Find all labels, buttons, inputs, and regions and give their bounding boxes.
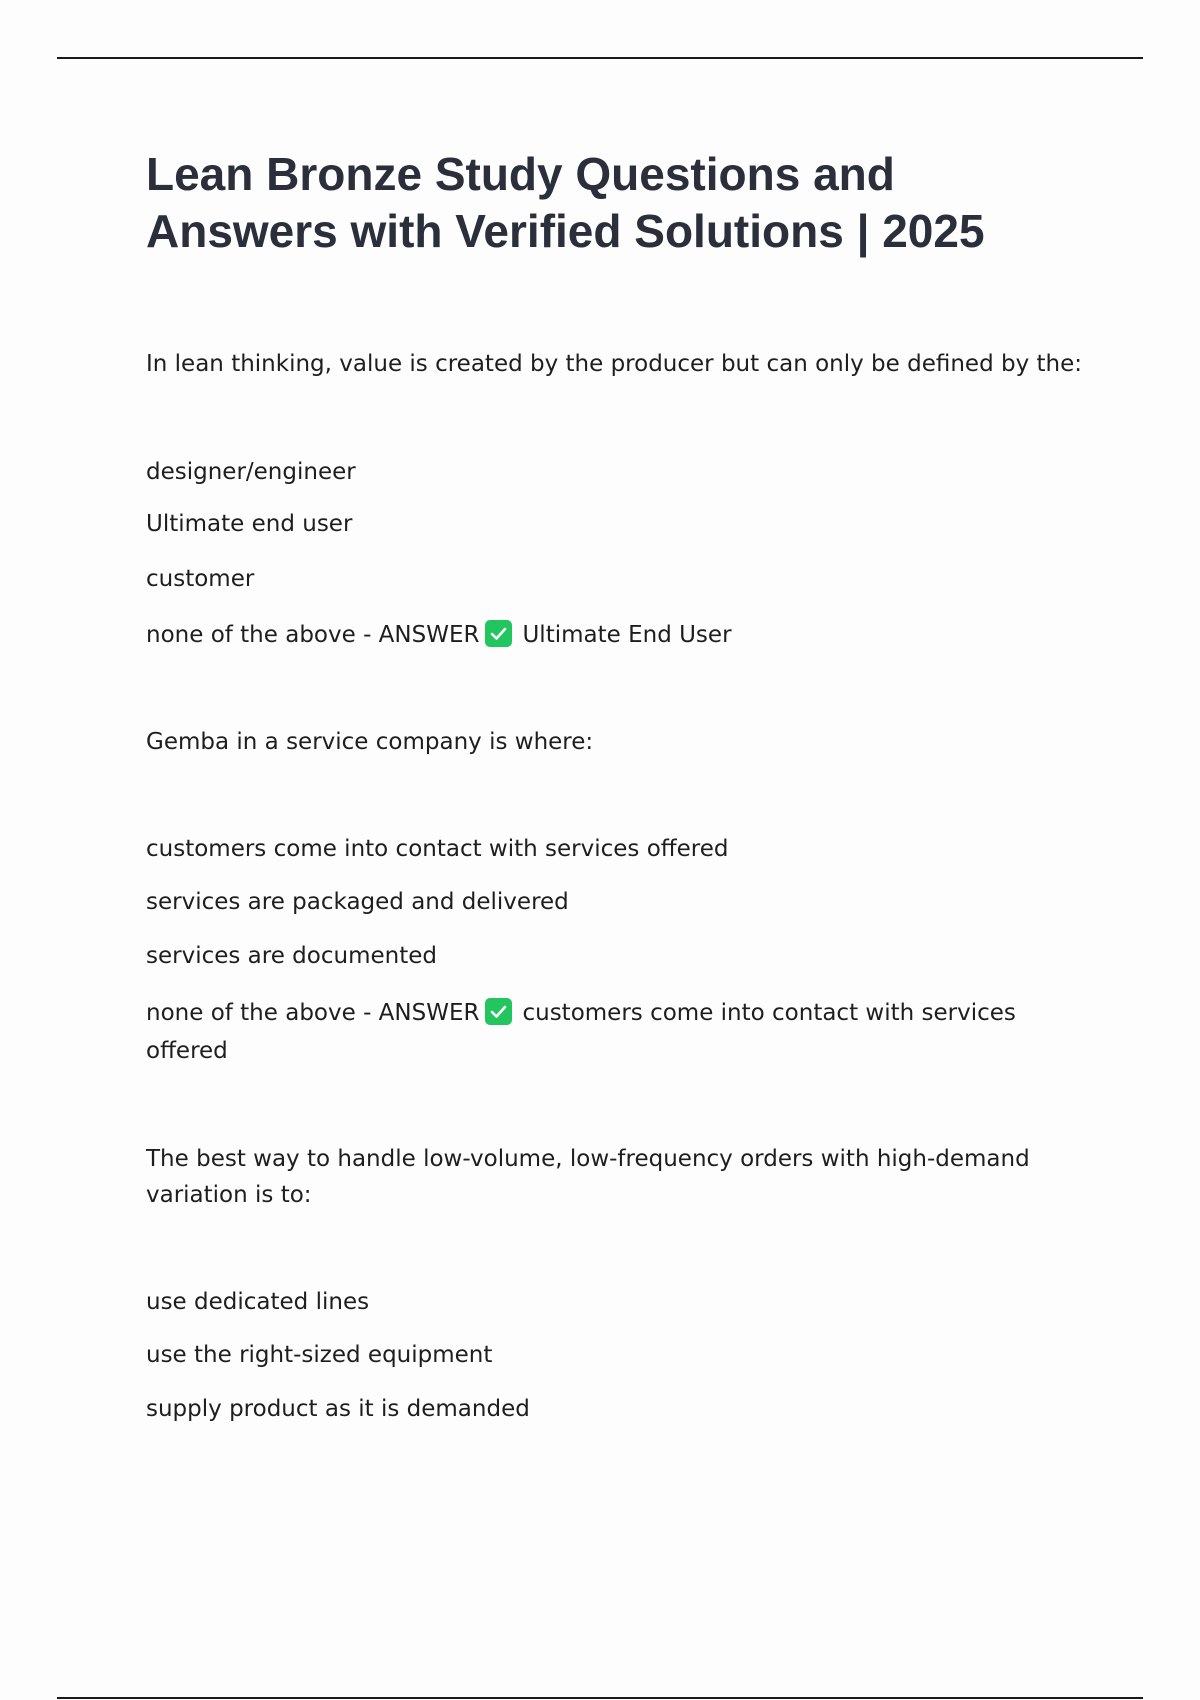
question-1-answer-value: Ultimate End User (522, 622, 732, 648)
title-line-2: Answers with Verified Solutions | 2025 (146, 205, 985, 257)
top-rule (57, 57, 1143, 59)
check-icon (485, 998, 512, 1025)
title-line-1: Lean Bronze Study Questions and (146, 148, 895, 200)
question-3-text-line-2: variation is to: (146, 1182, 312, 1208)
question-3-option-3: supply product as it is demanded (146, 1396, 530, 1422)
bottom-rule (57, 1697, 1143, 1699)
question-2-option-1: customers come into contact with services offered (146, 836, 729, 862)
question-2-answer-prefix: none of the above - ANSWER (146, 1000, 480, 1026)
question-2-answer-continued: offered (146, 1038, 228, 1064)
question-2-answer-value: customers come into contact with services (522, 1000, 1016, 1026)
question-2-option-3: services are documented (146, 943, 437, 969)
question-1-option-1: designer/engineer (146, 459, 356, 485)
document-title (146, 146, 1106, 260)
question-1-option-2: Ultimate end user (146, 511, 353, 537)
question-3-option-2: use the right-sized equipment (146, 1342, 493, 1368)
question-3-text-line-1: The best way to handle low-volume, low-frequency orders with high-demand (146, 1146, 1030, 1172)
check-icon (485, 620, 512, 647)
question-1-answer-prefix: none of the above - ANSWER (146, 622, 480, 648)
question-1-answer (146, 617, 732, 653)
question-3-option-1: use dedicated lines (146, 1289, 370, 1315)
question-2-text: Gemba in a service company is where: (146, 729, 594, 755)
question-1-option-3: customer (146, 566, 255, 592)
question-2-answer (146, 995, 1016, 1031)
question-2-option-2: services are packaged and delivered (146, 889, 569, 915)
question-1-text: In lean thinking, value is created by the producer but can only be defined by the: (146, 351, 1082, 377)
